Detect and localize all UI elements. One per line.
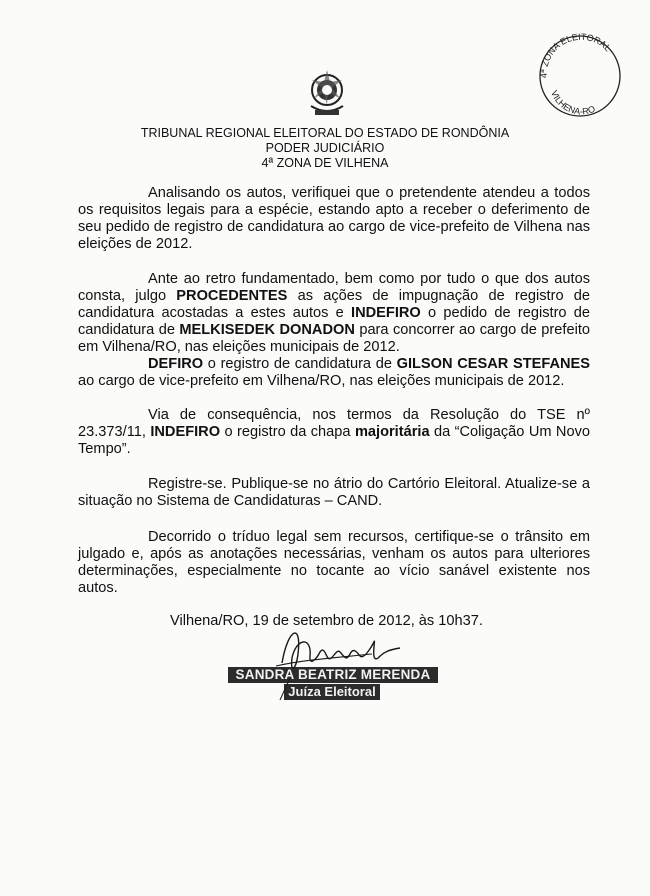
ruling-text-c: as ações de impugnação de registro de candidatura acostadas a estes autos e xyxy=(78,288,591,321)
defiro-candidate-name: GILSON CESAR STEFANES xyxy=(396,356,590,372)
defiro-label: DEFIRO xyxy=(148,356,204,372)
paragraph-consequence xyxy=(78,407,590,458)
signature-title: Juíza Eleitoral xyxy=(284,684,380,700)
signature-name: SANDRA BEATRIZ MERENDA xyxy=(228,667,438,683)
stamp-bottom-text: VILHENA-RO xyxy=(549,88,597,117)
paragraph-ruling xyxy=(78,271,590,356)
ruling-procedentes: PROCEDENTES xyxy=(176,288,288,304)
ruling-text-g: para concorrer ao cargo de prefeito em Vilhena/RO, nas eleições municipais de 2012. xyxy=(78,322,590,355)
defiro-text-b: o registro de candidatura de xyxy=(203,356,397,372)
consequence-text-a: Via de consequência, nos termos da Resolução do TSE nº 23.373/11, xyxy=(78,407,590,440)
paragraph-deadline-text: Decorrido o tríduo legal sem recursos, certifique-se o trânsito em julgado e, após as anotações necessárias, venham os autos para ulteriores determinações, especialmente no tocante ao vício sanável existente nos autos. xyxy=(78,529,590,596)
svg-text:4ª ZONA ELEITORAL xyxy=(539,32,613,79)
defiro-text-d: ao cargo de vice-prefeito em Vilhena/RO, nas eleições municipais de 2012. xyxy=(78,373,565,389)
ruling-text-a: Ante ao retro fundamentado, bem como por tudo o que dos autos consta, julgo xyxy=(78,271,590,304)
ruling-candidate-name: MELKISEDEK DONADON xyxy=(179,322,355,338)
electoral-zone-stamp xyxy=(533,30,625,122)
paragraph-register xyxy=(78,476,590,510)
paragraph-analysis-text: Analisando os autos, verifiquei que o pretendente atendeu a todos os requisitos legais para a espécie, estando apto a receber o deferimento de seu pedido de registro de candidatura ao cargo de vice-prefeito de Vilhena nas eleições de 2012. xyxy=(78,185,590,252)
ruling-indefiro: INDEFIRO xyxy=(351,305,421,321)
paragraph-deadline xyxy=(78,529,590,597)
header-zone: 4ª ZONA DE VILHENA xyxy=(261,156,389,170)
consequence-text-e: da “Coligação Um Novo Tempo”. xyxy=(78,424,591,457)
stamp-top-text: 4ª ZONA ELEITORAL xyxy=(538,31,613,79)
consequence-text-c: o registro da chapa xyxy=(220,424,355,440)
ruling-text-e: o pedido de registro de candidatura de xyxy=(78,305,591,338)
paragraph-register-text: Registre-se. Publique-se no átrio do Cartório Eleitoral. Atualize-se a situação no Sistema de Candidaturas – CAND. xyxy=(78,476,590,509)
paragraph-defiro xyxy=(78,356,590,390)
consequence-indefiro: INDEFIRO xyxy=(150,424,221,440)
header-court: TRIBUNAL REGIONAL ELEITORAL DO ESTADO DE RONDÔNIA xyxy=(140,126,510,140)
coat-of-arms-icon xyxy=(303,66,351,122)
date-line: Vilhena/RO, 19 de setembro de 2012, às 10h37. xyxy=(170,613,483,629)
header-branch: PODER JUDICIÁRIO xyxy=(265,141,385,155)
svg-text:VILHENA-RO xyxy=(549,89,597,117)
paragraph-analysis xyxy=(78,185,590,253)
consequence-majoritaria: majoritária xyxy=(354,424,430,440)
handwritten-signature xyxy=(262,608,412,708)
